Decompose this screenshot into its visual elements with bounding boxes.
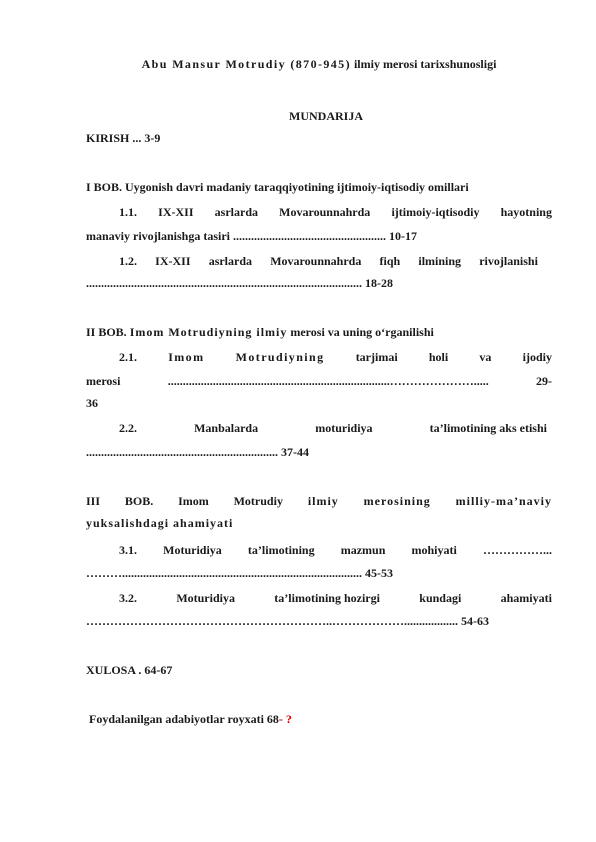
toc-word: fiqh <box>379 254 401 268</box>
toc-word: Motrudiy <box>233 494 283 508</box>
section-1-1-line1 <box>119 205 552 220</box>
toc-word: Imom <box>178 494 209 508</box>
toc-leader: ..........................................................................…………………..... <box>167 374 489 388</box>
toc-word: 2.2. <box>119 421 137 435</box>
toc-word: merosining <box>363 494 431 508</box>
toc-word: merosi <box>86 374 121 388</box>
toc-word: 1.2. <box>119 254 137 268</box>
toc-word: 2.1. <box>119 350 137 364</box>
section-2-1-line1 <box>119 350 552 365</box>
toc-word: 3.1. <box>119 543 137 557</box>
toc-bibliography <box>89 712 555 727</box>
toc-word: asrlarda <box>208 254 253 268</box>
chapter-2-subject: Imom Motrudiyning ilmiy <box>129 325 288 339</box>
toc-kirish: KIRISH ... 3-9 <box>86 131 161 145</box>
toc-heading: MUNDARIJA <box>289 109 363 123</box>
toc-word: Motrudiyning <box>235 350 325 364</box>
toc-word: kundagi <box>419 591 462 605</box>
toc-word: milliy-ma’naviy <box>455 494 552 508</box>
toc-word: tarjimai <box>355 350 398 364</box>
toc-word: rivojlanishi <box>479 254 538 268</box>
toc-word: ahamiyati <box>500 591 552 605</box>
chapter-2-title <box>86 325 552 340</box>
section-2-1-line2 <box>86 374 552 389</box>
toc-word: va <box>479 350 492 364</box>
chapter-2-label: II BOB. <box>86 325 127 339</box>
toc-page: 29- <box>536 374 552 388</box>
toc-word: ilmining <box>418 254 462 268</box>
chapter-1-title: I BOB. Uygonish davri madaniy taraqqiyotining ijtimoiy-iqtisodiy omillari <box>86 180 469 194</box>
section-3-1-line1 <box>119 543 552 558</box>
section-3-2-line2: ……………………………………………………..……………….................. 54-63 <box>86 614 489 628</box>
toc-word: Movarounnahrda <box>279 205 371 219</box>
toc-word: ijodiy <box>522 350 552 364</box>
chapter-3-line1 <box>86 494 552 509</box>
bibliography-text: Foydalanilgan adabiyotlar royxati 68 <box>89 712 279 726</box>
section-1-1-line2: manaviy rivojlanishga tasiri ................................................... 10-17 <box>86 229 418 243</box>
section-1-2-line2: ............................................................................................ 18-28 <box>86 276 393 290</box>
title-subject: ilmiy merosi tarixshunosligi <box>353 57 497 71</box>
toc-word: ……………... <box>482 543 552 557</box>
chapter-2-rest: merosi va uning o‘rganilishi <box>290 325 434 339</box>
toc-word: asrlarda <box>214 205 258 219</box>
toc-word: 3.2. <box>119 591 137 605</box>
toc-word: Manbalarda <box>194 421 259 435</box>
document-title <box>86 57 552 72</box>
toc-word: 1.1. <box>119 205 137 219</box>
toc-word: III <box>86 494 101 508</box>
toc-word: holi <box>428 350 449 364</box>
section-2-2-line2: ................................................................ 37-44 <box>86 445 309 459</box>
toc-word: ijtimoiy-iqtisodiy <box>391 205 480 219</box>
toc-word: mohiyati <box>411 543 457 557</box>
toc-word: IX-XII <box>158 205 194 219</box>
toc-word: ta’limotining hozirgi <box>274 591 380 605</box>
toc-word: IX-XII <box>155 254 191 268</box>
section-1-2-line1 <box>119 254 538 269</box>
toc-word: Moturidiya <box>163 543 222 557</box>
toc-word: Moturidiya <box>176 591 235 605</box>
toc-word: Imom <box>168 350 205 364</box>
section-3-1-line2: ………................................................................................ 45-53 <box>86 566 393 580</box>
toc-xulosa: XULOSA . 64-67 <box>86 663 173 677</box>
toc-word: ta’limotining <box>247 543 315 557</box>
toc-word: ilmiy <box>307 494 339 508</box>
toc-word: BOB. <box>124 494 154 508</box>
section-2-2-line1 <box>119 421 547 436</box>
toc-word: ta’limotining aks etishi <box>429 421 547 435</box>
section-2-1-line3: 36 <box>86 396 98 410</box>
section-3-2-line1 <box>119 591 552 606</box>
chapter-3-line2: yuksalishdagi ahamiyati <box>86 516 234 530</box>
toc-word: moturidiya <box>315 421 373 435</box>
bibliography-missing-page: - ? <box>278 712 292 726</box>
toc-word: mazmun <box>340 543 386 557</box>
title-author: Abu Mansur Motrudiy (870-945) <box>141 57 351 71</box>
toc-word: Movarounnahrda <box>270 254 362 268</box>
toc-word: hayotning <box>500 205 552 219</box>
